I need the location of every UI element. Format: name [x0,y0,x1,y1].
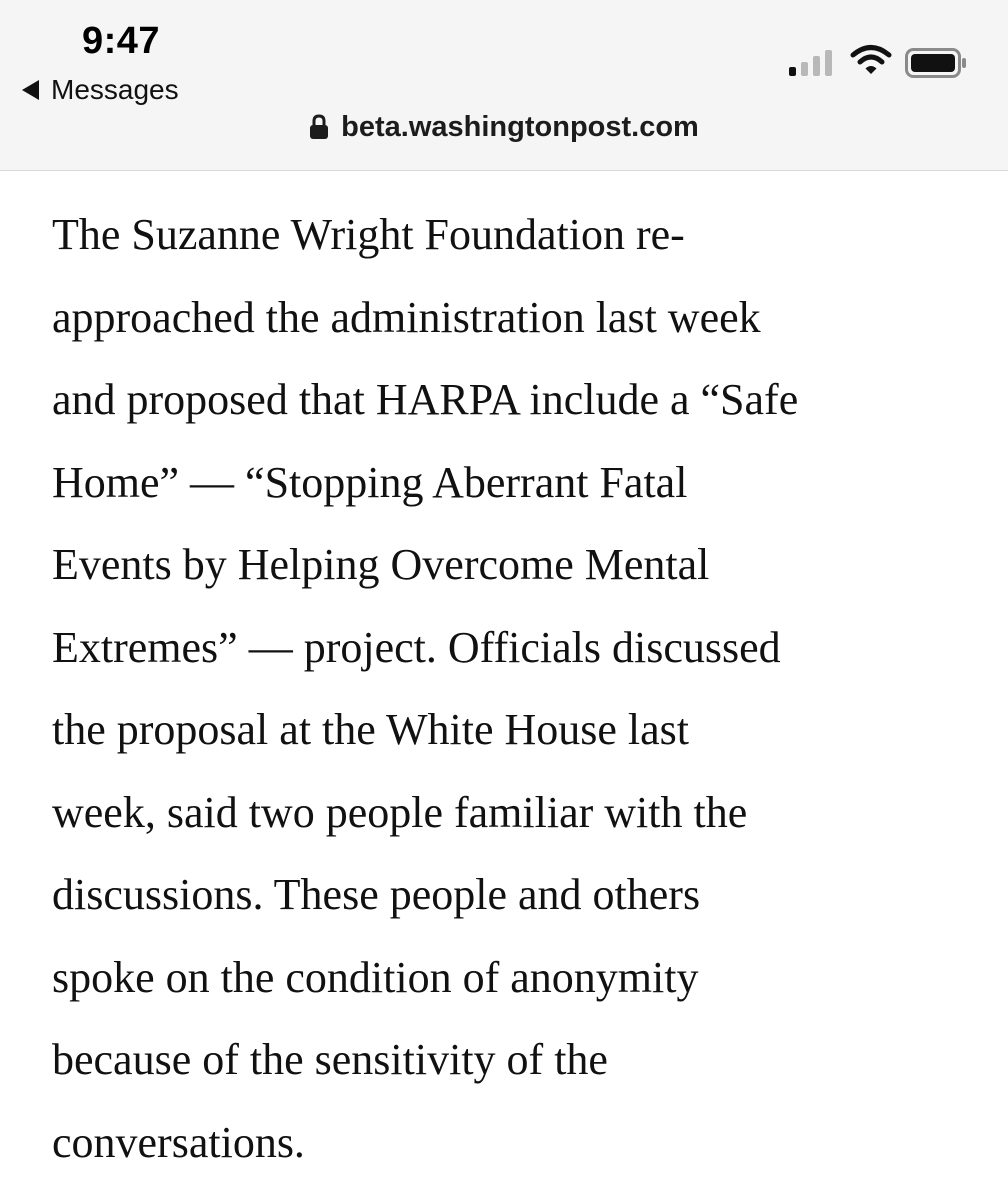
article-line: and proposed that HARPA include a “Safe [52,375,799,424]
status-time: 9:47 [82,20,161,62]
address-bar[interactable] [0,104,1008,150]
page-url: beta.washingtonpost.com [341,110,699,143]
article-line: because of the sensitivity of the [52,1035,608,1084]
cellular-signal-icon [789,48,839,78]
status-bar [0,0,1008,171]
lock-icon [309,114,329,140]
battery-icon [905,48,967,78]
article-line: discussions. These people and others [52,870,701,919]
article-line: Extremes” — project. Officials discussed [52,622,781,672]
article-paragraph [52,194,972,1184]
article-line: conversations. [52,1117,305,1167]
back-label: Messages [51,74,179,105]
article-line: Events by Helping Overcome Mental [52,540,710,589]
article-line: Home” — “Stopping Aberrant Fatal [52,457,688,507]
article-line: approached the administration last week [52,292,761,342]
wifi-icon [850,44,892,76]
back-to-messages-button[interactable] [22,74,179,106]
back-arrow-icon [22,80,39,100]
article-line: week, said two people familiar with the [52,787,748,837]
article-line: the proposal at the White House last [52,705,690,754]
article-line: The Suzanne Wright Foundation re- [52,210,685,259]
article-line: spoke on the condition of anonymity [52,952,699,1002]
